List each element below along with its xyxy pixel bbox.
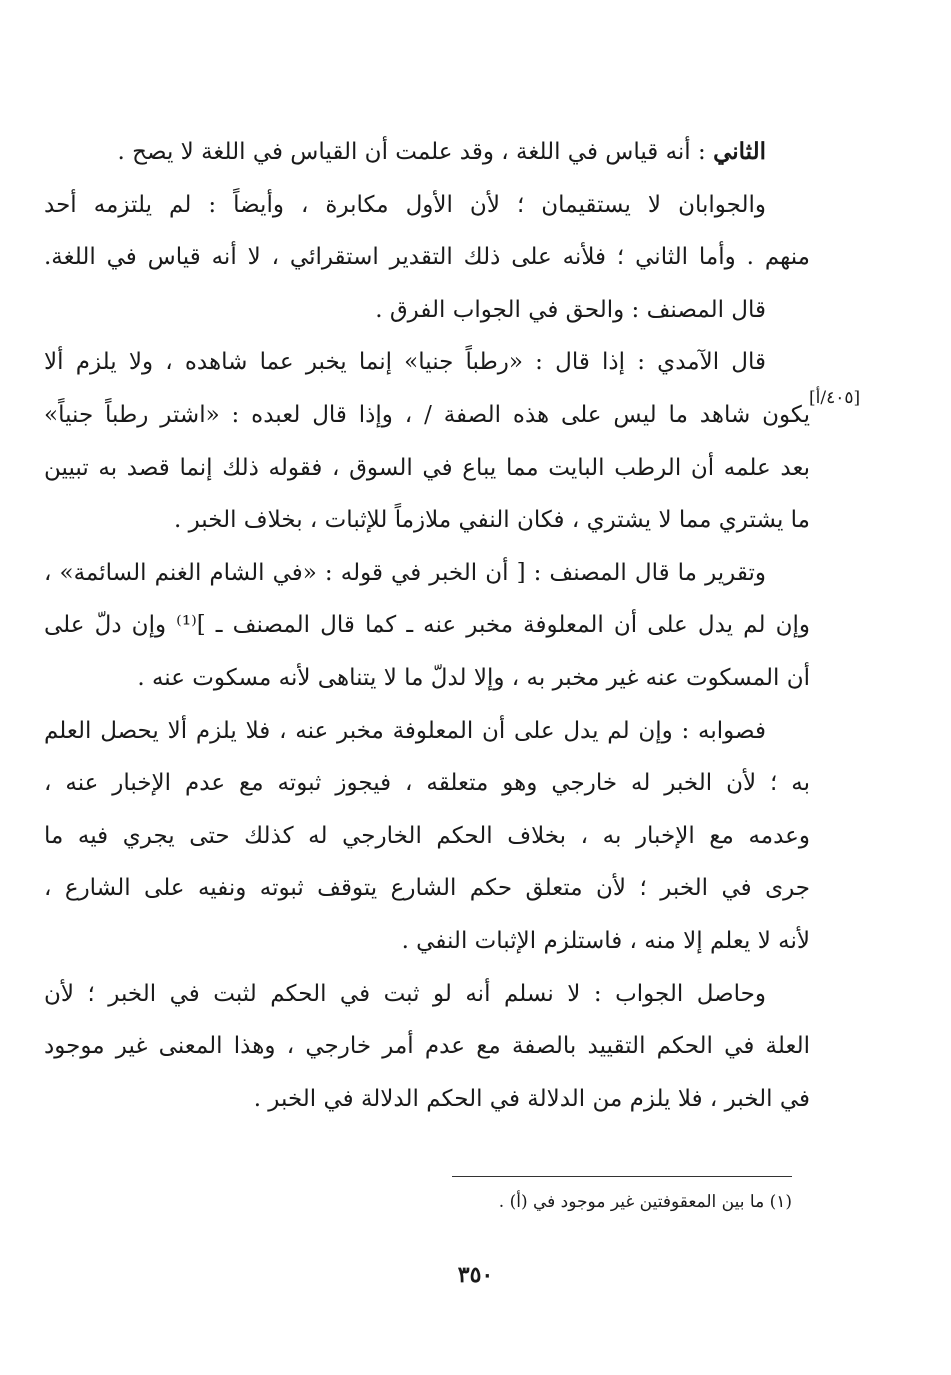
footnote: (١) ما بين المعقوفتين غير موجود في (أ) . bbox=[498, 1192, 792, 1212]
footnote-divider bbox=[452, 1176, 792, 1177]
text-line-17: وحاصل الجواب : لا نسلم أنه لو ثبت في الحكم لثبت في الخبر ؛ لأن bbox=[44, 980, 766, 1007]
margin-folio-reference: [٤٠٥/أ] bbox=[809, 388, 861, 408]
text-line-19: في الخبر ، فلا يلزم من الدلالة في الحكم الدلالة في الخبر . bbox=[253, 1085, 810, 1112]
text-line-13: به ؛ لأن الخبر له خارجي وهو متعلقه ، فيجوز ثبوته مع عدم الإخبار عنه ، bbox=[44, 770, 810, 797]
text-line-14: وعدمه مع الإخبار به ، بخلاف الحكم الخارجي له كذلك حتى يجري فيه ما bbox=[44, 822, 810, 849]
text-line-9: وتقرير ما قال المصنف : [ أن الخبر في قوله : «في الشام الغنم السائمة» ، bbox=[44, 559, 766, 586]
main-text bbox=[44, 126, 810, 1125]
text-line-3: منهم . وأما الثاني ؛ فلأنه على ذلك التقدير استقرائي ، لا أنه قياس في اللغة. bbox=[44, 244, 810, 271]
text-line-1: الثاني : أنه قياس في اللغة ، وقد علمت أن القياس في اللغة لا يصح . bbox=[117, 138, 766, 165]
text-line-11: أن المسكوت عنه غير مخبر به ، وإلا لدلّ ما لا يتناهى لأنه مسكوت عنه . bbox=[137, 664, 810, 691]
text-line-2: والجوابان لا يستقيمان ؛ لأن الأول مكابرة ، وأيضاً : لم يلتزمه أحد bbox=[44, 191, 766, 218]
text-line-12: فصوابه : وإن لم يدل على أن المعلوفة مخبر عنه ، فلا يلزم ألا يحصل العلم bbox=[44, 717, 766, 744]
text-line-18: العلة في الحكم التقييد بالصفة مع عدم أمر خارجي ، وهذا المعنى غير موجود bbox=[44, 1033, 810, 1060]
text-line-5: قال الآمدي : إذا قال : «رطباً جنيا» إنما يخبر عما شاهده ، ولا يلزم ألا bbox=[44, 349, 766, 376]
text-line-15: جرى في الخبر ؛ لأن متعلق حكم الشارع يتوقف ثبوته ونفيه على الشارع ، bbox=[44, 875, 810, 902]
text-line-7: بعد علمه أن الرطب البايت مما يباع في السوق ، فقوله ذلك إنما قصد به تبيين bbox=[44, 454, 810, 481]
text-line-6: يكون شاهد ما ليس على هذه الصفة / ، وإذا قال لعبده : «اشتر رطباً جنياً» bbox=[44, 401, 810, 428]
section-lead: الثاني bbox=[713, 138, 766, 165]
text-line-10: وإن لم يدل على أن المعلوفة مخبر عنه ـ كما قال المصنف ـ ]⁽¹⁾ وإن دلّ على bbox=[44, 612, 810, 639]
page-number: ٣٥٠ bbox=[457, 1262, 494, 1288]
text-line-16: لأنه لا يعلم إلا منه ، فاستلزم الإثبات النفي . bbox=[401, 927, 810, 954]
text-line-8: ما يشتري مما لا يشتري ، فكان النفي ملازماً للإثبات ، بخلاف الخبر . bbox=[173, 507, 810, 534]
text-line-4: قال المصنف : والحق في الجواب الفرق . bbox=[375, 296, 766, 323]
